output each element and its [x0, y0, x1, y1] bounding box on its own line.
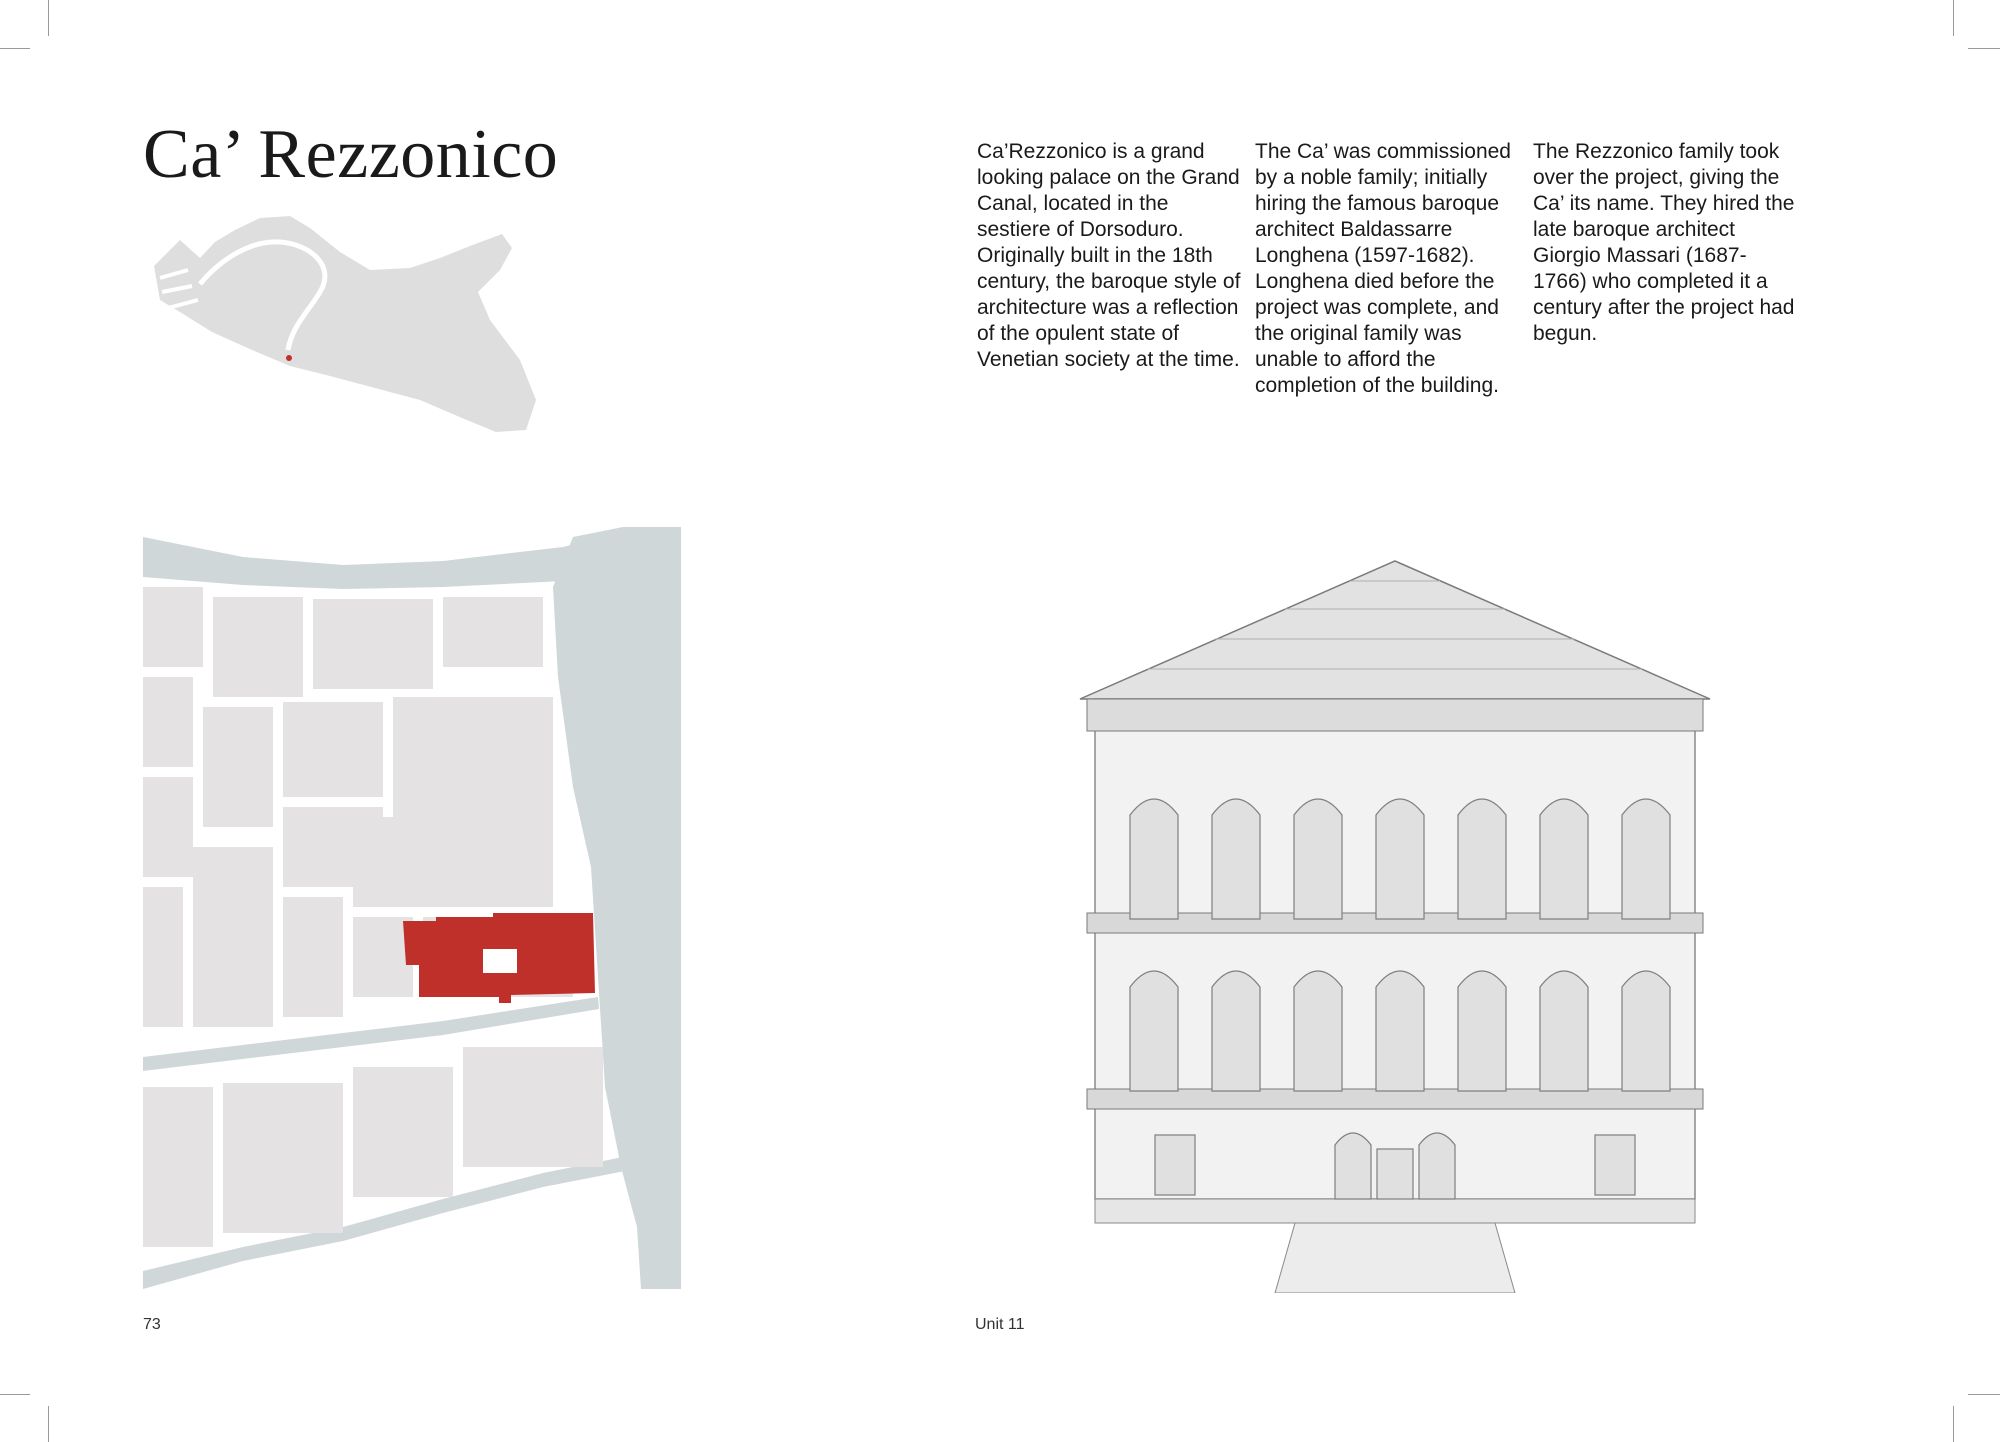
crop-mark	[0, 1394, 30, 1395]
text-column-1: Ca’Rezzonico is a grand looking palace on the Grand Canal, located in the sestiere of Dorsoduro. Originally built in the 18th century, the baroque style of architecture was a reflection of the opulent state of Venetian society at the time.	[977, 140, 1241, 371]
courtyard	[483, 949, 517, 973]
tiled-roof	[1080, 561, 1710, 699]
text-column-2: The Ca’ was commissioned by a noble family; initially hiring the famous baroque architect Baldassarre Longhena (1597-1682). Longhena died before the project was complete, and the original family was unable to afford the completion of the building.	[1255, 140, 1511, 397]
first-floor-cornice	[1087, 1089, 1703, 1109]
dorsoduro-island-shape	[154, 216, 536, 432]
crop-mark	[0, 48, 30, 49]
crop-mark	[1968, 1394, 2000, 1395]
location-marker	[286, 355, 292, 361]
facade-illustration	[1055, 557, 1735, 1293]
entrance-steps	[1275, 1223, 1515, 1293]
attic-frieze	[1087, 699, 1703, 731]
crop-mark	[1953, 1406, 1954, 1442]
crop-mark	[1953, 0, 1954, 36]
page-title: Ca’ Rezzonico	[143, 116, 559, 193]
unit-label: Unit 11	[975, 1316, 1025, 1333]
crop-mark	[48, 1406, 49, 1442]
plinth-band	[1095, 1199, 1695, 1223]
page-number: 73	[143, 1316, 161, 1333]
site-plan-map	[143, 527, 681, 1289]
overview-map	[140, 200, 540, 440]
text-column-3: The Rezzonico family took over the project, giving the Ca’ its name. They hired the late baroque architect Giorgio Massari (1687-1766) who completed it a century after the project had begun.	[1533, 140, 1795, 345]
crop-mark	[1968, 48, 2000, 49]
crop-mark	[48, 0, 49, 36]
facade-body	[1095, 699, 1695, 1199]
